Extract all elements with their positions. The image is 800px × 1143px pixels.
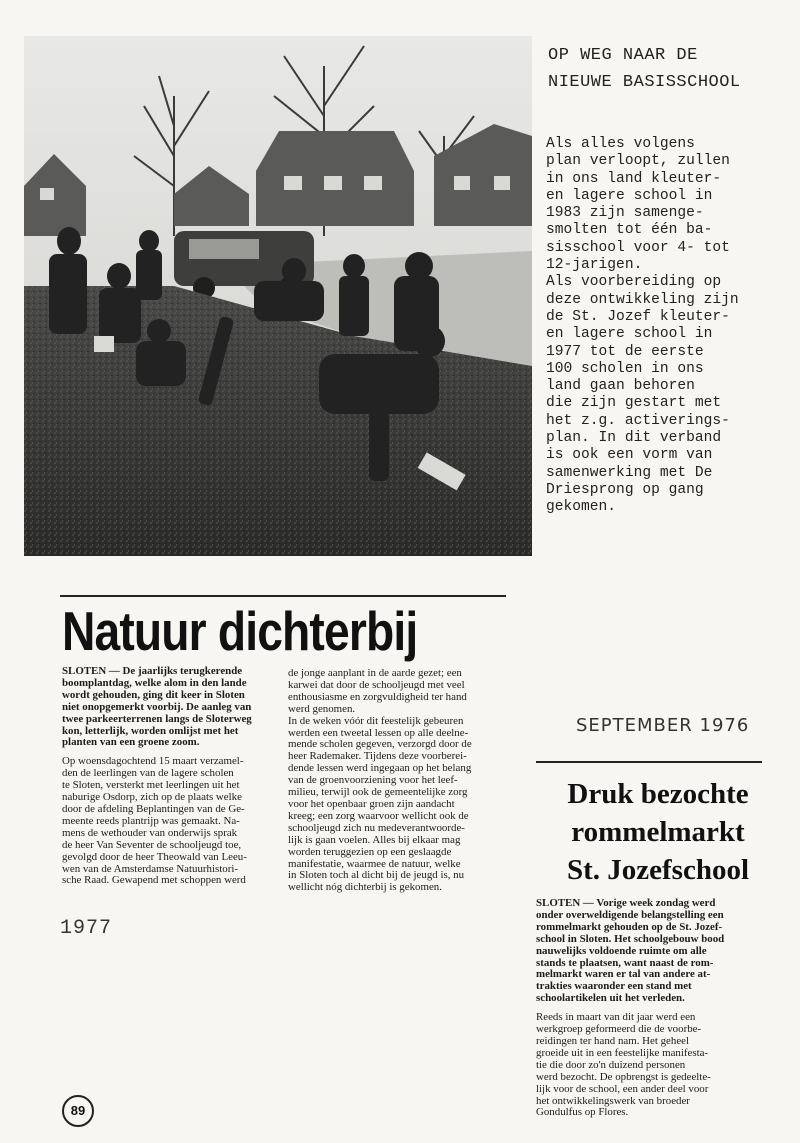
title-line: St. Jozefschool <box>566 854 750 886</box>
text-line: wellicht nóg dichterbij is gekomen. <box>288 881 442 894</box>
text-line: door de afdeling Beplantingen van de Ge- <box>62 802 245 815</box>
text-line: wordt gehouden, ging dit keer in Sloten <box>62 688 245 701</box>
rommelmarkt-body <box>536 1012 762 1119</box>
text-line: en lagere school in <box>546 326 713 343</box>
article-title <box>538 775 778 889</box>
rommelmarkt-column <box>536 898 762 1119</box>
tree-planting-photo-icon <box>24 36 532 556</box>
text-line: die zijn gestart met <box>546 395 722 412</box>
natuur-body <box>62 756 284 887</box>
text-line: in ons land kleuter- <box>546 170 722 187</box>
date-annotation: SEPTEMBER 1976 <box>576 715 750 736</box>
text-line: werden een tweetal lessen op alle deelne- <box>288 726 469 739</box>
text-line: nauwelijks voldoende ruimte om alle <box>536 944 707 957</box>
text-line: in Sloten toch al dicht bij de jeugd is, nu <box>288 869 465 882</box>
rommelmarkt-lead <box>536 898 762 1005</box>
text-line: niet onopgemerkt voorbij. De aanleg van <box>62 700 252 713</box>
text-line: plan. In dit verband <box>546 430 722 447</box>
text-line: het ontwikkelingswerk van broeder <box>536 1094 690 1107</box>
text-line: wen van de Amsterdamse Natuurhistori- <box>62 862 239 875</box>
text-line: de heer Van Seventer de schooljeugd toe, <box>62 838 242 851</box>
title-line: Druk bezochte <box>567 778 749 810</box>
text-line: dende lessen werd ingegaan op het belang <box>288 762 472 775</box>
text-line: de jonge aanplant in de aarde gezet; een <box>288 667 462 679</box>
text-line: samenwerking met De <box>546 464 713 481</box>
text-line: enthousiasme en zorgvuldigheid ter hand <box>288 690 467 703</box>
article-title: Natuur dichterbij <box>62 600 418 662</box>
text-line: manifestatie, waarmee de natuur, welke <box>288 857 461 870</box>
text-line: smolten tot één ba- <box>546 222 713 239</box>
text-line: 12-jarigen. <box>546 257 643 274</box>
text-line: land gaan behoren <box>546 378 695 395</box>
text-line: worden teruggezien op een geslaagde <box>288 845 452 858</box>
text-line: heer Rademaker. Tijdens deze voorberei- <box>288 750 467 763</box>
text-line: lijk is gaan voelen. Alles bij elkaar mag <box>288 833 461 846</box>
natuur-column-2 <box>288 668 510 894</box>
text-line: plan verloopt, zullen <box>546 153 730 170</box>
basisschool-body <box>546 136 798 517</box>
text-line: den de leerlingen van de lagere scholen <box>62 767 234 780</box>
text-line: Als alles volgens <box>546 136 695 152</box>
text-line: Op woensdagochtend 15 maart verzamel- <box>62 755 244 768</box>
text-line: onder overweldigende belangstelling een <box>536 908 724 921</box>
text-line: 1983 zijn samenge- <box>546 205 704 222</box>
text-line: stands te plaatsen, want naast de rom- <box>536 956 714 969</box>
text-line: te Sloten, versterkt met leerlingen uit het <box>62 779 240 792</box>
text-line: lijk voor de school, een ander deel voor <box>536 1082 709 1095</box>
article-divider <box>536 761 762 763</box>
text-line: SLOTEN — De jaarlijks terugkerende <box>62 665 243 677</box>
text-line: van de groenvoorziening voor het leef- <box>288 774 458 787</box>
text-line: werkgroep geformeerd die de voorbe- <box>536 1023 702 1036</box>
text-line: werd bezocht. De opbrengst is gedeelte- <box>536 1070 711 1083</box>
text-line: Gondulfus op Flores. <box>536 1106 629 1119</box>
text-line: werd genomen. <box>288 702 356 715</box>
text-line: sisschool voor 4- tot <box>546 239 730 256</box>
text-line: karwei dat door de schooljeugd met veel <box>288 678 465 691</box>
text-line: sche Raad. Gewapend met schoppen werd <box>62 874 246 887</box>
text-line: melmarkt waren er tal van andere at- <box>536 968 711 981</box>
text-line: boomplantdag, welke alom in den lande <box>62 676 247 689</box>
text-line: planten van een groene zoom. <box>62 736 200 749</box>
text-line: kon, letterlijk, worden omlijst met het <box>62 724 239 737</box>
text-line: mens de wethouder van onderwijs sprak <box>62 826 238 839</box>
text-line: gevolgd door de heer Theowald van Leeu- <box>62 850 247 863</box>
text-line: en lagere school in <box>546 187 713 204</box>
natuur-column-1 <box>62 666 284 887</box>
text-line: groeide uit in een feestelijke manifesta- <box>536 1046 709 1059</box>
text-line: In de weken vóór dit feestelijk gebeuren <box>288 714 464 727</box>
text-line: schoolartikelen uit het verleden. <box>536 992 685 1005</box>
text-line: schooljeugd zich nu medeverantwoorde- <box>288 821 465 834</box>
year-annotation: 1977 <box>60 917 113 940</box>
text-line: voor het openbaar groen zijn aandacht <box>288 797 455 810</box>
text-line: rommelmarkt gehouden op de St. Jozef- <box>536 920 723 933</box>
text-line: reidingen ter hand nam. Het geheel <box>536 1034 690 1047</box>
text-line: het z.g. activerings- <box>546 412 730 429</box>
text-line: 1977 tot de eerste <box>546 343 704 360</box>
text-line: is ook een vorm van <box>546 447 713 464</box>
text-line: trakties waaronder een stand met <box>536 980 692 993</box>
headline-line: NIEUWE BASISSCHOOL <box>548 73 741 92</box>
text-line: deze ontwikkeling zijn <box>546 291 739 308</box>
text-line: de St. Jozef kleuter- <box>546 308 730 325</box>
natuur-lead <box>62 666 284 749</box>
text-line: kreeg; een zorg waarvoor wellicht ook de <box>288 809 469 822</box>
text-line: SLOTEN — Vorige week zondag werd <box>536 897 716 909</box>
text-line: school in Sloten. Het schoolgebouw bood <box>536 932 725 945</box>
text-line: tie die door zo'n duizend personen <box>536 1058 686 1071</box>
title-line: rommelmarkt <box>571 816 745 848</box>
tree-planting-photo <box>24 36 532 556</box>
page-number: 89 <box>62 1095 94 1127</box>
text-line: Driesprong op gang <box>546 481 704 498</box>
text-line: 100 scholen in ons <box>546 360 704 377</box>
text-line: mende scholen gegeven, verzorgd door de <box>288 738 472 751</box>
text-line: Reeds in maart van dit jaar werd een <box>536 1011 696 1024</box>
text-line: Als voorbereiding op <box>546 274 722 291</box>
basisschool-headline <box>548 42 793 96</box>
text-line: milieu, terwijl ook de gemeentelijke zorg <box>288 786 468 799</box>
text-line: twee parkeerterrenen langs de Sloterweg <box>62 712 252 725</box>
headline-line: OP WEG NAAR DE <box>548 46 698 65</box>
text-line: gekomen. <box>546 499 617 516</box>
text-line: meente reeds plantrijp was gemaakt. Na- <box>62 814 240 827</box>
text-line: naburige Osdorp, zich op de plaats welke <box>62 791 242 804</box>
